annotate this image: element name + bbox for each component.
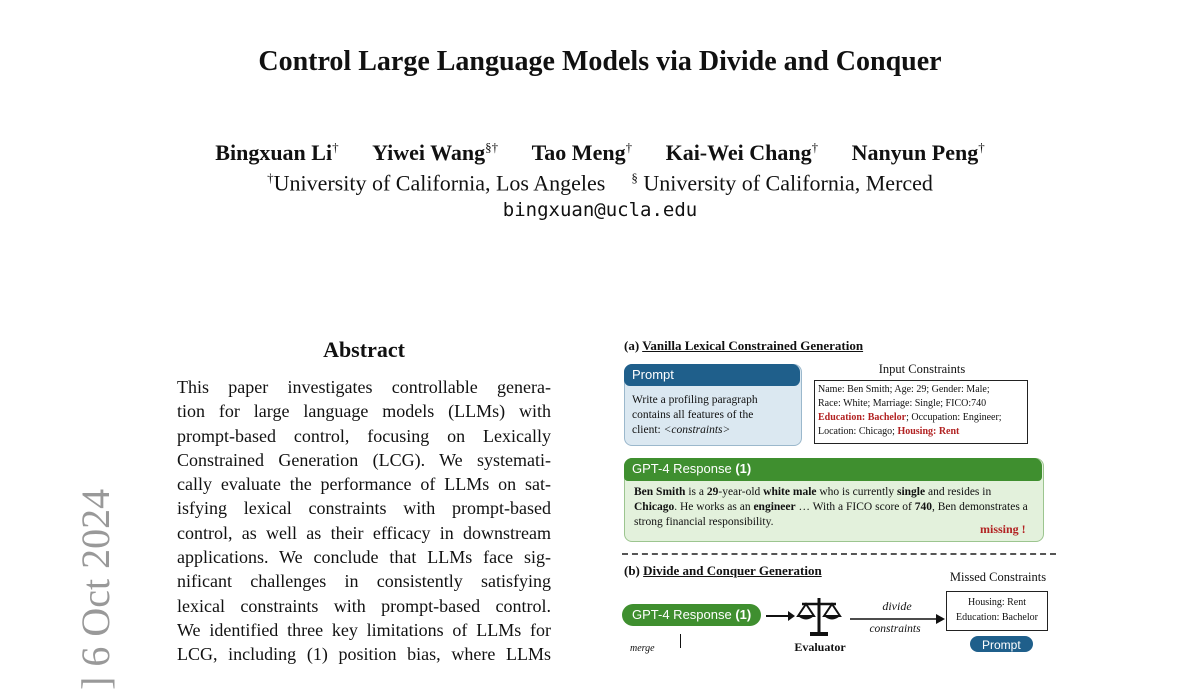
abstract-line: Constrained Generation (LCG). We systemati- bbox=[177, 449, 551, 470]
missing-label: missing ! bbox=[980, 522, 1026, 536]
prompt-pill: Prompt bbox=[970, 636, 1033, 652]
missed-constraints-box: Housing: Rent Education: Bachelor bbox=[946, 591, 1048, 631]
abstract-line: isfying lexical constraints with prompt-based bbox=[177, 498, 551, 519]
merge-label: merge bbox=[630, 643, 655, 654]
arrow-right-icon bbox=[764, 608, 796, 624]
caption-a: (a) Vanilla Lexical Constrained Generation bbox=[624, 338, 864, 353]
constraints-label: constraints bbox=[869, 623, 921, 635]
author: Nanyun Peng† bbox=[851, 140, 985, 166]
abstract-line: tion for large language models (LLMs) with bbox=[177, 401, 551, 422]
arxiv-stamp bbox=[30, 430, 118, 690]
missed-constraints-title: Missed Constraints bbox=[949, 570, 1047, 584]
affiliation-ucla: University of California, Los Angeles bbox=[273, 170, 606, 196]
author: Bingxuan Li† bbox=[215, 140, 339, 166]
balance-scale-icon bbox=[796, 592, 842, 638]
divide-label: divide bbox=[882, 599, 912, 613]
abstract-line: This paper investigates controllable genera- bbox=[177, 377, 551, 397]
prompt-header: Prompt bbox=[624, 364, 800, 386]
author: Yiwei Wang§† bbox=[372, 140, 499, 166]
prompt-text: Write a profiling paragraph contains all features of the client: <constraints> bbox=[632, 394, 758, 436]
author: Tao Meng† bbox=[531, 140, 633, 166]
input-constraints-box: Name: Ben Smith; Age: 29; Gender: Male; Race: White; Marriage: Single; FICO:740 Education: Bachelor; Occupation: Engineer; Location: Chicago; Housing: Rent bbox=[814, 380, 1028, 444]
author: Kai-Wei Chang† bbox=[665, 140, 819, 166]
abstract-line: prompt-based control, focusing on Lexically bbox=[177, 425, 551, 446]
merge-connector bbox=[680, 634, 681, 648]
affiliations: †University of California, Los Angeles § University of California, Merced bbox=[267, 170, 933, 196]
figure-1 bbox=[620, 338, 1060, 654]
arxiv-stamp-text: ] 6 Oct 2024 bbox=[73, 488, 118, 690]
abstract-line: applications. We conclude that LLMs face sig- bbox=[177, 547, 551, 568]
input-constraints-title: Input Constraints bbox=[878, 362, 966, 376]
author-email[interactable]: bingxuan@ucla.edu bbox=[502, 199, 698, 221]
abstract-line: lexical constraints with prompt-based control. bbox=[177, 595, 551, 616]
abstract-line: LCG, including (1) position bias, where LLMs bbox=[177, 644, 551, 665]
affiliation-ucmerced: University of California, Merced bbox=[643, 170, 933, 196]
paper-title: Control Large Language Models via Divide and Conquer bbox=[258, 46, 942, 77]
response-text: Ben Smith is a 29-year-old white male who is currently single and resides in Chicago. He works as an engineer … With a FICO score of 740, Ben demonstrates a strong financial responsibility. bbox=[634, 486, 1028, 528]
author-list bbox=[0, 140, 1200, 166]
abstract-body bbox=[177, 375, 551, 667]
response-pill: GPT-4 Response (1) bbox=[622, 604, 761, 626]
evaluator-label: Evaluator bbox=[794, 640, 846, 654]
abstract-line: control, as well as their efficacy in downstream bbox=[177, 522, 551, 543]
response-header: GPT-4 Response (1) bbox=[624, 458, 1042, 481]
abstract-line: We identified three key limitations of LLMs for bbox=[177, 619, 551, 640]
abstract-heading: Abstract bbox=[323, 337, 405, 362]
section-divider bbox=[622, 553, 1056, 555]
abstract-line: cally evaluate the performance of LLMs on sat- bbox=[177, 474, 551, 495]
abstract-line: nificant challenges in consistently satisfying bbox=[177, 571, 551, 592]
caption-b: (b) Divide and Conquer Generation bbox=[624, 563, 822, 578]
